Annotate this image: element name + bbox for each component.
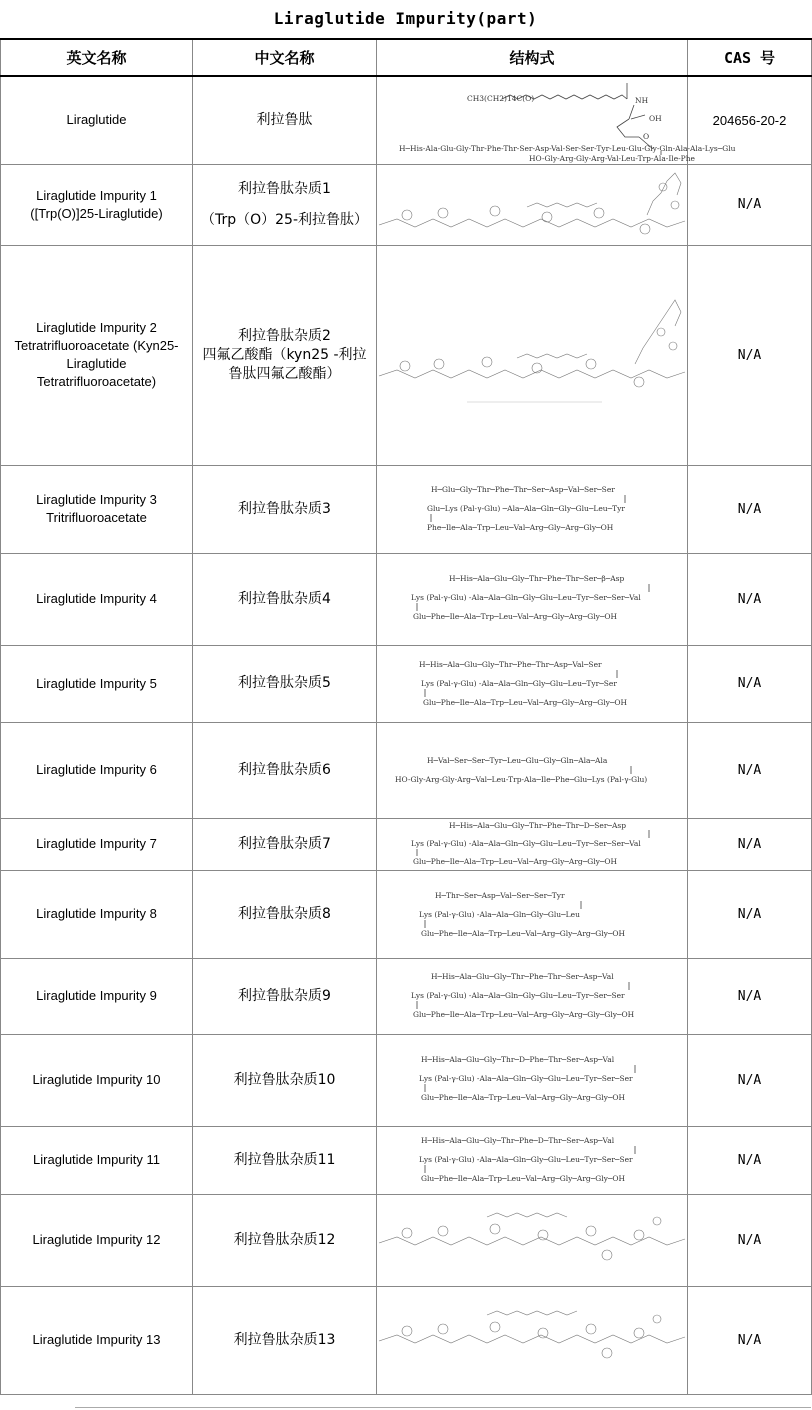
- table-row: [1, 818, 812, 870]
- table-row: [1, 164, 812, 245]
- chinese-name-spacer: [195, 199, 374, 211]
- o-label: O: [643, 132, 650, 142]
- table-row: [1, 465, 812, 553]
- divider: [75, 1407, 811, 1408]
- oh-label: OH: [649, 114, 662, 124]
- english-name: [1, 245, 193, 465]
- chinese-name: 利拉鲁肽杂质8: [193, 870, 377, 958]
- structure-diagram: [377, 819, 688, 869]
- structure-diagram: [377, 165, 688, 244]
- sequence-line-3: Glu─Phe─Ile─Ala─Trp─Leu─Val─Arg─Gly─Arg─Gly─OH: [421, 929, 626, 938]
- sequence-line-3: Glu─Phe─Ile─Ala─Trp─Leu─Val─Arg─Gly─Arg─Gly─Gly─OH: [413, 1010, 635, 1019]
- english-name-line: Tetratrifluoroacetate (Kyn25-: [14, 338, 179, 353]
- header-row: [1, 39, 812, 76]
- sequence-line-2: HO-Gly-Arg-Gly-Arg-Val-Leu-Trp-Ala-Ile-Phe: [529, 154, 695, 164]
- table-row: [1, 645, 812, 722]
- structure-cell: [377, 465, 688, 553]
- english-name-line: ([Trp(O)]25-Liraglutide): [30, 205, 163, 221]
- structure-cell: [377, 870, 688, 958]
- structure-diagram: [377, 246, 688, 464]
- sequence-line-3: Phe─Ile─Ala─Trp─Leu─Val─Arg─Gly─Arg─Gly─OH: [427, 523, 614, 532]
- header-cas: CAS 号: [688, 39, 812, 76]
- sequence-line-3: Glu─Phe─Ile─Ala─Trp─Leu─Val─Arg─Gly─Arg─Gly─OH: [423, 698, 628, 707]
- structure-diagram: [377, 554, 688, 644]
- chinese-name: 利拉鲁肽杂质10: [193, 1034, 377, 1126]
- chinese-name-line: 鲁肽四氟乙酸酯）: [228, 365, 341, 382]
- sequence-line-3: Glu─Phe─Ile─Ala─Trp─Leu─Val─Arg─Gly─Arg─Gly─OH: [421, 1174, 626, 1183]
- chinese-name-line: 利拉鲁肽杂质1: [238, 180, 331, 197]
- english-name-line: Liraglutide Impurity 3: [36, 492, 157, 507]
- english-name: Liraglutide Impurity 6: [1, 722, 193, 818]
- structure-diagram: [377, 646, 688, 721]
- table-row: [1, 1126, 812, 1194]
- chinese-name: [193, 245, 377, 465]
- sequence-line-2: HO-Gly-Arg-Gly-Arg─Val─Leu-Trp-Ala─Ile─Phe─Glu─Lys (Pal-γ-Glu): [395, 775, 648, 784]
- chinese-name: 利拉鲁肽杂质6: [193, 722, 377, 818]
- sequence-line-1: H─His─Ala─Glu─Gly─Thr─Phe─Thr─Asp─Val─Ser: [419, 660, 602, 669]
- chinese-name: 利拉鲁肽杂质7: [193, 818, 377, 870]
- table-row: [1, 1034, 812, 1126]
- table-row: [1, 722, 812, 818]
- header-chinese-name: 中文名称: [193, 39, 377, 76]
- table-row: [1, 1194, 812, 1286]
- cas-number: 204656-20-2: [688, 76, 812, 164]
- chinese-name: 利拉鲁肽杂质13: [193, 1286, 377, 1394]
- structure-cell: [377, 818, 688, 870]
- table-row: [1, 245, 812, 465]
- chinese-name: 利拉鲁肽杂质9: [193, 958, 377, 1034]
- sequence-line-2: Lys (Pal-γ-Glu) -Ala─Ala─Gln─Gly─Glu─Leu─Tyr─Ser─Ser─Val: [411, 593, 641, 602]
- chinese-name: 利拉鲁肽杂质11: [193, 1126, 377, 1194]
- page-title: Liraglutide Impurity(part): [273, 9, 538, 28]
- table-row: [1, 870, 812, 958]
- english-name: Liraglutide Impurity 9: [1, 958, 193, 1034]
- english-name: Liraglutide Impurity 7: [1, 818, 193, 870]
- sequence-line-2: Lys (Pal-γ-Glu) -Ala─Ala─Gln─Gly─Glu─Leu─Tyr─Ser: [421, 679, 617, 688]
- cas-number: N/A: [688, 818, 812, 870]
- sequence-line-3: Glu─Phe─Ile─Ala─Trp─Leu─Val─Arg─Gly─Arg─Gly─OH: [413, 857, 618, 866]
- cas-number: N/A: [688, 1194, 812, 1286]
- sequence-line-3: Glu─Phe─Ile─Ala─Trp─Leu─Val─Arg─Gly─Arg─Gly─OH: [421, 1093, 626, 1102]
- structure-diagram: [377, 871, 688, 957]
- sequence-line-3: Glu─Phe─Ile─Ala─Trp─Leu─Val─Arg─Gly─Arg─Gly─OH: [413, 612, 618, 621]
- english-name: Liraglutide Impurity 10: [1, 1034, 193, 1126]
- english-name: Liraglutide Impurity 11: [1, 1126, 193, 1194]
- structure-cell: [377, 1286, 688, 1394]
- structure-cell: [377, 76, 736, 164]
- table-row: [1, 553, 812, 645]
- cas-number: N/A: [688, 870, 812, 958]
- english-name-line: Liraglutide Impurity 1: [36, 187, 157, 203]
- chinese-name: 利拉鲁肽杂质3: [193, 465, 377, 553]
- structure-diagram: [377, 1035, 688, 1125]
- cas-number: N/A: [688, 1126, 812, 1194]
- english-name: [1, 465, 193, 553]
- sequence-line-1: H─His─Ala─Glu─Gly─Thr─Phe─Thr─D─Ser─Asp: [449, 821, 627, 830]
- sequence-line-1: H─Glu─Gly─Thr─Phe─Thr─Ser─Asp─Val─Ser─Ser: [431, 485, 615, 494]
- english-name: Liraglutide Impurity 13: [1, 1286, 193, 1394]
- structure-cell: [377, 722, 688, 818]
- english-name: Liraglutide Impurity 8: [1, 870, 193, 958]
- structure-diagram: [377, 1287, 688, 1393]
- sequence-line-2: Lys (Pal-γ-Glu) -Ala─Ala─Gln─Gly─Glu─Leu─Tyr─Ser─Ser: [411, 991, 625, 1000]
- english-name: Liraglutide Impurity 5: [1, 645, 193, 722]
- english-name: [1, 164, 193, 245]
- english-name-line: Liraglutide Impurity 2: [36, 320, 157, 335]
- english-name: Liraglutide Impurity 12: [1, 1194, 193, 1286]
- sequence-line-2: Lys (Pal-γ-Glu) -Ala─Ala─Gln─Gly─Glu─Leu─Tyr─Ser─Ser─Val: [411, 839, 641, 848]
- english-name-line: Tritrifluoroacetate: [46, 510, 147, 525]
- structure-diagram: [377, 1127, 688, 1193]
- sequence-line-1: H─His─Ala─Glu─Gly─Thr─Phe─D─Thr─Ser─Asp─Val: [421, 1136, 615, 1145]
- fatty-chain: CH3(CH2)14C(O): [467, 94, 535, 104]
- structure-diagram: [377, 723, 688, 817]
- cas-number: N/A: [688, 645, 812, 722]
- chinese-name: 利拉鲁肽杂质5: [193, 645, 377, 722]
- header-structure: 结构式: [377, 39, 688, 76]
- structure-cell: [377, 245, 688, 465]
- structure-cell: [377, 1126, 688, 1194]
- english-name: Liraglutide: [1, 76, 193, 164]
- cas-number: N/A: [688, 958, 812, 1034]
- sequence-line-2: Lys (Pal-γ-Glu) -Ala─Ala─Gln─Gly─Glu─Leu─Tyr─Ser─Ser: [419, 1155, 633, 1164]
- header-english-name: 英文名称: [1, 39, 193, 76]
- cas-number: N/A: [688, 164, 812, 245]
- chinese-name: 利拉鲁肽杂质12: [193, 1194, 377, 1286]
- sequence-line-2: Lys (Pal-γ-Glu) -Ala─Ala─Gln─Gly─Glu─Leu─Tyr─Ser─Ser: [419, 1074, 633, 1083]
- chinese-name-line: （Trp（O）25-利拉鲁肽）: [200, 211, 369, 228]
- sequence-line-2: Glu─Lys (Pal-γ-Glu) ─Ala─Ala─Gln─Gly─Glu─Leu─Tyr: [427, 504, 625, 513]
- table-row: [1, 76, 812, 164]
- sequence-line-1: H─His─Ala─Glu─Gly─Thr─Phe─Thr─Ser─β─Asp: [449, 574, 625, 583]
- table-row: [1, 958, 812, 1034]
- cas-number: N/A: [688, 1034, 812, 1126]
- chinese-name-line: 利拉鲁肽杂质2: [238, 327, 331, 344]
- nh-label: NH: [635, 96, 649, 106]
- structure-cell: [377, 553, 688, 645]
- structure-cell: [377, 164, 688, 245]
- cas-number: N/A: [688, 465, 812, 553]
- chinese-name: [193, 164, 377, 245]
- sequence-line-1: H─His-Ala-Glu-Gly-Thr-Phe-Thr-Ser-Asp-Val-Ser-Ser-Tyr-Leu-Glu-Gly-Gln-Ala-Ala-Lys─Glu: [399, 144, 736, 154]
- cas-number: N/A: [688, 1286, 812, 1394]
- sequence-line-1: H─His─Ala─Glu─Gly─Thr─Phe─Thr─Ser─Asp─Val: [431, 972, 614, 981]
- chinese-name: 利拉鲁肽杂质4: [193, 553, 377, 645]
- cas-number: N/A: [688, 722, 812, 818]
- chinese-name-line: 四氟乙酸酯（kyn25 -利拉: [202, 346, 367, 363]
- english-name: Liraglutide Impurity 4: [1, 553, 193, 645]
- structure-diagram: [377, 466, 688, 552]
- structure-cell: [377, 958, 688, 1034]
- chinese-name: 利拉鲁肽: [193, 76, 377, 164]
- table-row: [1, 1286, 812, 1394]
- sequence-line-1: H─Thr─Ser─Asp─Val─Ser─Ser─Tyr: [435, 891, 565, 900]
- structure-cell: [377, 1034, 688, 1126]
- sequence-line-1: H─Val─Ser─Ser─Tyr─Leu─Glu─Gly─Gln─Ala─Ala: [427, 756, 608, 765]
- cas-number: N/A: [688, 245, 812, 465]
- sequence-line-2: Lys (Pal-γ-Glu) -Ala─Ala─Gln─Gly─Glu─Leu: [419, 910, 580, 919]
- structure-diagram: [377, 1195, 688, 1285]
- english-name-line: Liraglutide: [66, 356, 127, 371]
- structure-cell: [377, 1194, 688, 1286]
- cas-number: N/A: [688, 553, 812, 645]
- english-name-line: Tetratrifluoroacetate): [36, 374, 157, 389]
- structure-diagram: [377, 77, 736, 164]
- structure-diagram: [377, 959, 688, 1033]
- sequence-line-1: H─His─Ala─Glu─Gly─Thr─D─Phe─Thr─Ser─Asp─Val: [421, 1055, 615, 1064]
- structure-cell: [377, 645, 688, 722]
- impurity-table: [0, 38, 812, 1395]
